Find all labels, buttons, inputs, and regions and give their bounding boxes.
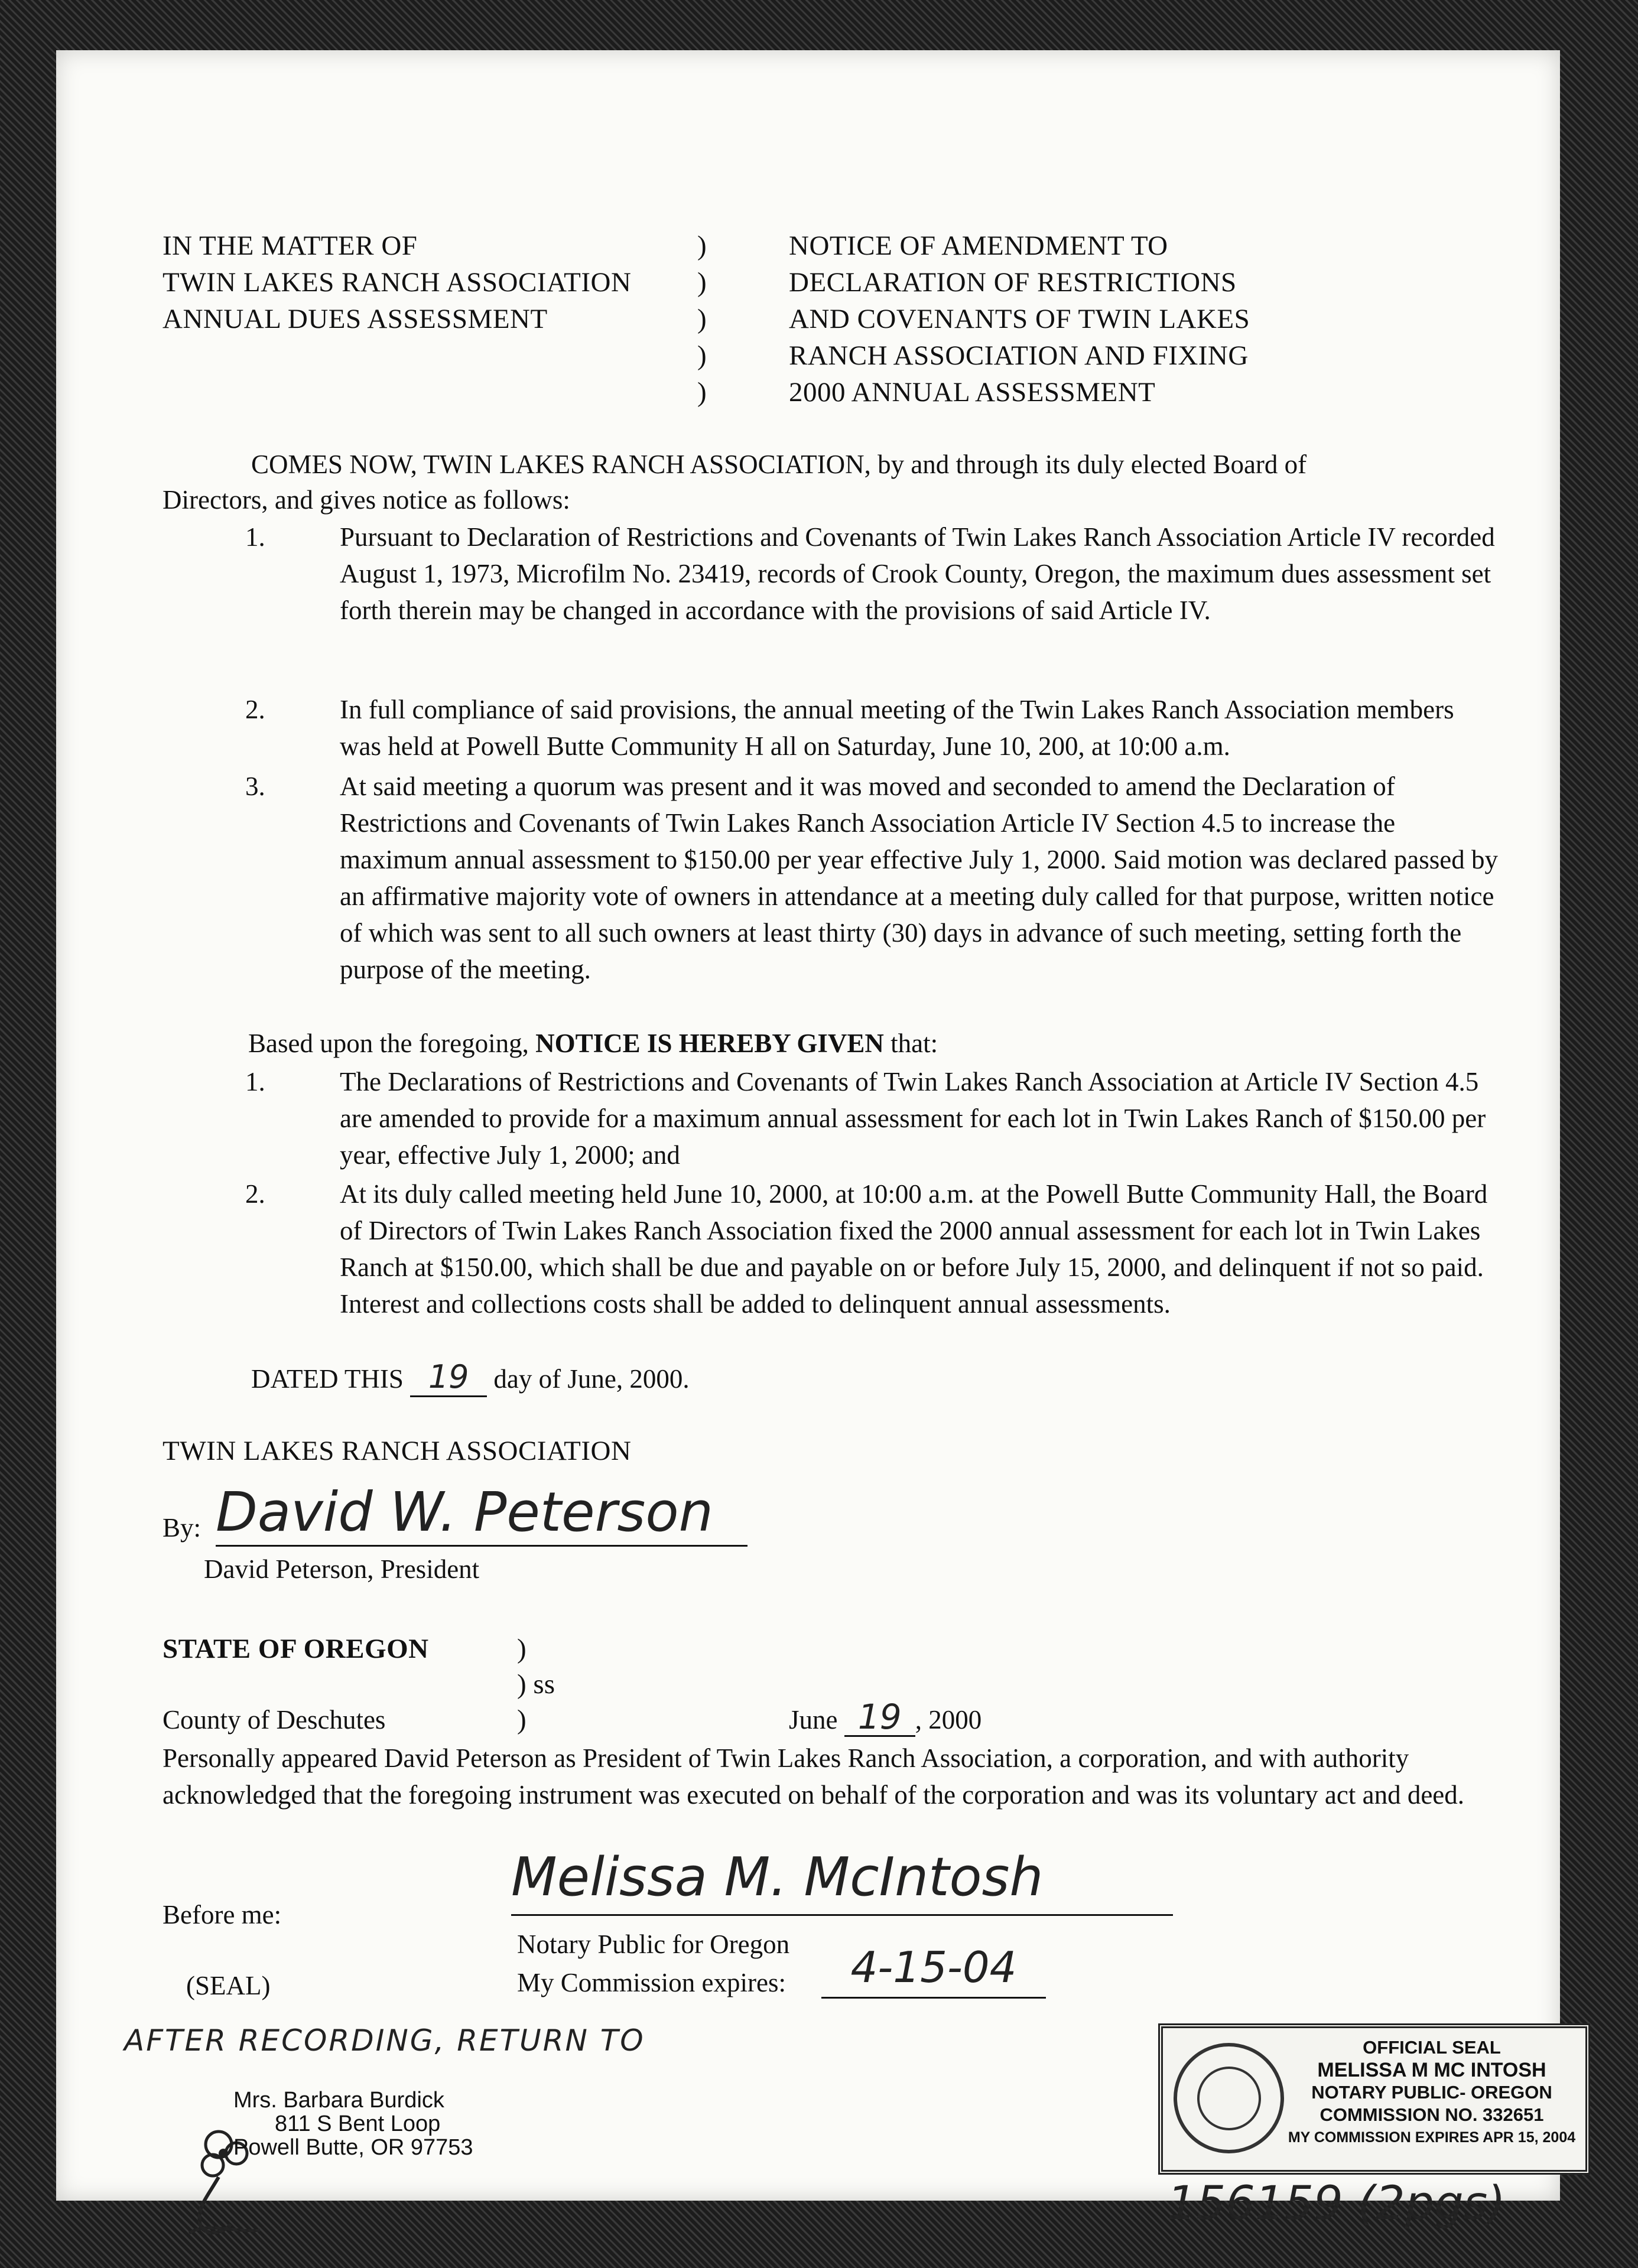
state-seal-icon <box>1174 2043 1284 2153</box>
item-text: Pursuant to Declaration of Restrictions and Covenants of Twin Lakes Ranch Association Article IV recorded August 1, 1973, Microfilm No. 23419, records of Crook County, Oregon, the maximum dues assessment set forth therein may be changed in accordance with the provisions of said Article IV. <box>340 522 1495 625</box>
return-address-line: Powell Butte, OR 97753 <box>233 2135 473 2160</box>
state-label: STATE OF OREGON <box>162 1634 429 1664</box>
caption-left-line: IN THE MATTER OF <box>162 230 418 261</box>
caption-right <box>789 227 1250 411</box>
seal-line: MELISSA M MC INTOSH <box>1317 2059 1546 2081</box>
venue-date <box>789 1698 982 1738</box>
seal-label: (SEAL) <box>186 1971 271 2000</box>
item-number: 1. <box>245 522 265 552</box>
commission-expires-date: 4-15-04 <box>821 1938 1046 1999</box>
seal-line: NOTARY PUBLIC- OREGON <box>1311 2082 1552 2103</box>
caption-left-line: ANNUAL DUES ASSESSMENT <box>162 304 548 334</box>
seal-text <box>1284 2036 1580 2149</box>
caption-right-line: RANCH ASSOCIATION AND FIXING <box>789 340 1249 371</box>
item-number: 1. <box>245 1067 265 1096</box>
county-label: County of Deschutes <box>162 1705 386 1735</box>
item-number: 2. <box>245 1179 265 1209</box>
paren: ) <box>697 304 707 334</box>
signer-name: David Peterson, President <box>204 1554 480 1584</box>
seal-line: MY COMMISSION EXPIRES APR 15, 2004 <box>1288 2129 1576 2146</box>
item-text: At its duly called meeting held June 10, 2000, at 10:00 a.m. at the Powell Butte Community Hall, the Board of Directors of Twin Lakes Ranch Association fixed the 2000 annual assessment for each lot in Twin Lakes Ranch at $150.00, which shall be due and payable on or before July 15, 2000, and delinquent if not so paid. Interest and collections costs shall be added to delinquent annual assessments. <box>340 1179 1488 1319</box>
return-address-line: Mrs. Barbara Burdick <box>233 2088 444 2113</box>
venue-date-prefix: June <box>789 1705 838 1735</box>
seal-line: COMMISSION NO. 332651 <box>1320 2104 1544 2125</box>
item-number: 2. <box>245 695 265 724</box>
return-address-line: 811 S Bent Loop <box>275 2111 441 2136</box>
caption-right-line: NOTICE OF AMENDMENT TO <box>789 230 1168 261</box>
president-signature: David W. Peterson <box>216 1480 748 1547</box>
item-text: The Declarations of Restrictions and Covenants of Twin Lakes Ranch Association at Article IV Section 4.5 are amended to provide for a maximum annual assessment for each lot in Twin Lakes Ranch of $150.00 per year, effective July 1, 2000; and <box>340 1067 1486 1170</box>
return-address <box>233 2088 473 2159</box>
dated-line <box>251 1359 690 1397</box>
document-number: 156159 (2pgs) <box>1167 2177 1506 2230</box>
notice-prefix: Based upon the foregoing, <box>248 1029 536 1058</box>
paren: ) <box>697 377 707 408</box>
before-me-label: Before me: <box>162 1900 282 1929</box>
caption-right-line: AND COVENANTS OF TWIN LAKES <box>789 304 1250 334</box>
notice-given-line <box>248 1025 938 1062</box>
venue-paren: ) <box>517 1704 526 1735</box>
venue-paren: ) <box>517 1634 526 1664</box>
state-seal-inner <box>1197 2067 1261 2130</box>
item-text: In full compliance of said provisions, the annual meeting of the Twin Lakes Ranch Association members was held at Powell Butte Community H all on Saturday, June 10, 200, at 10:00 a.m. <box>340 695 1454 761</box>
item-number: 3. <box>245 772 265 801</box>
dated-day: 19 <box>410 1359 487 1397</box>
notary-signature: Melissa M. McIntosh <box>511 1840 1173 1916</box>
acknowledgment-text: Personally appeared David Peterson as President of Twin Lakes Ranch Association, a corporation, and with authority acknowledged that the foregoing instrument was executed on behalf of the corporation and was its voluntary act and deed. <box>162 1743 1465 1810</box>
paren: ) <box>697 340 707 371</box>
venue-ss: ) ss <box>517 1669 555 1700</box>
caption-left-line: TWIN LAKES RANCH ASSOCIATION <box>162 267 632 298</box>
paren: ) <box>697 267 707 298</box>
caption-left <box>162 227 631 337</box>
org-name: TWIN LAKES RANCH ASSOCIATION <box>162 1436 632 1466</box>
intro-line-1: COMES NOW, TWIN LAKES RANCH ASSOCIATION, by and through its duly elected Board of <box>251 450 1307 479</box>
notice-suffix: that: <box>883 1029 938 1058</box>
dated-prefix: DATED THIS <box>251 1364 404 1394</box>
notary-title: Notary Public for Oregon <box>517 1929 790 1959</box>
paren: ) <box>697 230 707 261</box>
caption-right-line: 2000 ANNUAL ASSESSMENT <box>789 377 1156 408</box>
notice-bold: NOTICE IS HEREBY GIVEN <box>535 1029 884 1058</box>
after-recording-note: AFTER RECORDING, RETURN TO <box>124 2023 645 2058</box>
caption-parens <box>697 227 707 411</box>
caption-right-line: DECLARATION OF RESTRICTIONS <box>789 267 1237 298</box>
seal-line: OFFICIAL SEAL <box>1363 2037 1501 2058</box>
document-page <box>56 50 1576 2230</box>
intro-line-2: Directors, and gives notice as follows: <box>162 485 570 515</box>
venue-date-day: 19 <box>844 1698 915 1737</box>
commission-expires-label: My Commission expires: <box>517 1968 786 1997</box>
item-text: At said meeting a quorum was present and it was moved and seconded to amend the Declaration of Restrictions and Covenants of Twin Lakes Ranch Association Article IV Section 4.5 to increase the maximum annual assessment to $150.00 per year effective July 1, 2000. Said motion was declared passed by an affirmative majority vote of owners in attendance at a meeting duly called for that purpose, written notice of which was sent to all such owners at least thirty (30) days in advance of such meeting, setting forth the purpose of the meeting. <box>340 772 1498 984</box>
venue-date-suffix: , 2000 <box>915 1705 982 1735</box>
by-label: By: <box>162 1513 202 1543</box>
dated-suffix: day of June, 2000. <box>493 1364 690 1394</box>
official-notary-seal <box>1158 2023 1590 2175</box>
